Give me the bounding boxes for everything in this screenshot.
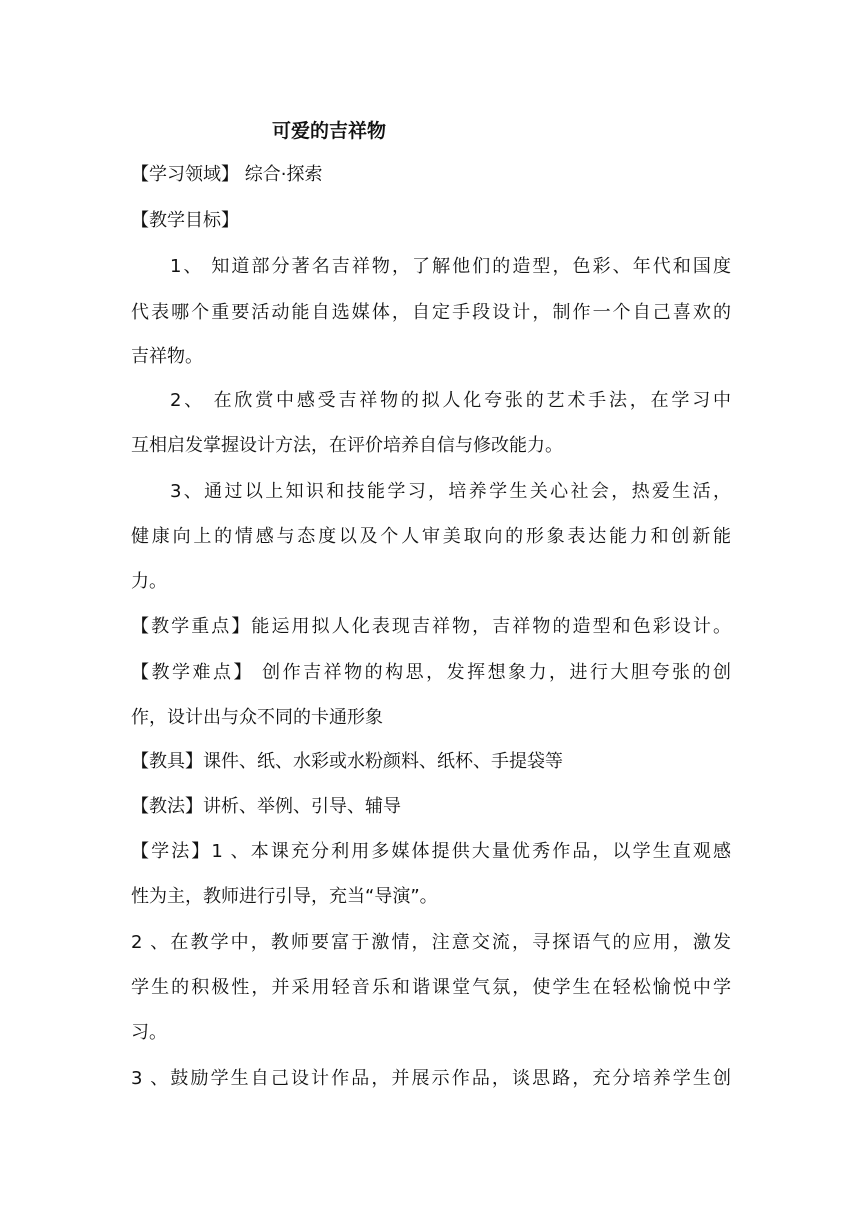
teaching-aids-line: 【教具】课件、纸、水彩或水粉颜料、纸杯、手提袋等 xyxy=(131,751,563,772)
teaching-goals-heading: 【教学目标】 xyxy=(131,210,239,231)
document-title: 可爱的吉祥物 xyxy=(272,120,387,142)
goal-3-line-2: 健康向上的情感与态度以及个人审美取向的形象表达能力和创新能 xyxy=(131,526,731,547)
difficult-points-line-2: 作，设计出与众不同的卡通形象 xyxy=(131,707,383,728)
goal-3-line-3: 力。 xyxy=(131,571,167,592)
method-2-line-1: 2 、在教学中，教师要富于激情，注意交流，寻探语气的应用，激发 xyxy=(131,932,731,953)
learning-area-line: 【学习领域】 综合·探索 xyxy=(131,164,323,185)
learning-methods-line-2: 性为主，教师进行引导，充当“导演”。 xyxy=(131,886,438,907)
method-3-line-1: 3 、鼓励学生自己设计作品，并展示作品，谈思路，充分培养学生创 xyxy=(131,1068,731,1089)
goal-1-line-3: 吉祥物。 xyxy=(131,346,203,367)
difficult-points-line-1: 【教学难点】 创作吉祥物的构思，发挥想象力，进行大胆夸张的创 xyxy=(131,662,731,683)
goal-1-line-1: 1、 知道部分著名吉祥物，了解他们的造型，色彩、年代和国度 xyxy=(170,256,731,277)
goal-1-line-2: 代表哪个重要活动能自选媒体，自定手段设计，制作一个自己喜欢的 xyxy=(131,302,731,323)
method-2-line-2: 学生的积极性，并采用轻音乐和谐课堂气氛，使学生在轻松愉悦中学 xyxy=(131,977,731,998)
key-points-line: 【教学重点】能运用拟人化表现吉祥物，吉祥物的造型和色彩设计。 xyxy=(131,616,731,637)
method-2-line-3: 习。 xyxy=(131,1022,167,1043)
goal-2-line-2: 互相启发掌握设计方法，在评价培养自信与修改能力。 xyxy=(131,435,563,456)
teaching-methods-line: 【教法】讲析、举例、引导、辅导 xyxy=(131,796,401,817)
goal-3-line-1: 3、通过以上知识和技能学习，培养学生关心社会，热爱生活， xyxy=(170,481,731,502)
learning-methods-line-1: 【学法】1 、本课充分利用多媒体提供大量优秀作品，以学生直观感 xyxy=(131,841,731,862)
goal-2-line-1: 2、 在欣赏中感受吉祥物的拟人化夸张的艺术手法，在学习中 xyxy=(170,390,731,411)
